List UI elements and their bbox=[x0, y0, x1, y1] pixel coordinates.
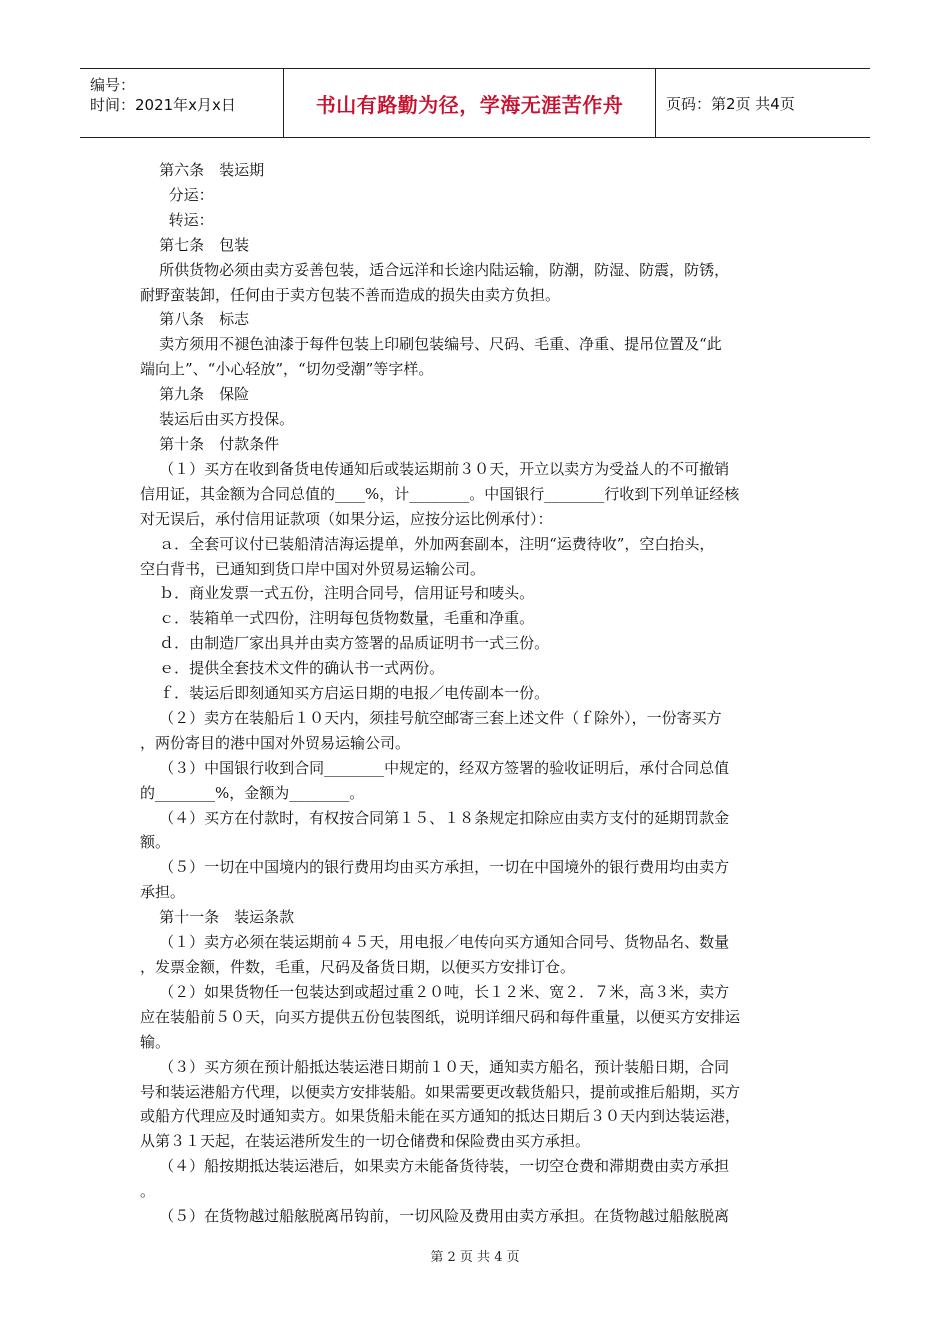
header-meta bbox=[80, 69, 284, 137]
body-line: 第十条 付款条件 bbox=[140, 434, 280, 453]
body-line: 耐野蛮装卸，任何由于卖方包装不善而造成的损失由卖方负担。 bbox=[140, 285, 561, 304]
body-line: ｄ．由制造厂家出具并由卖方签署的品质证明书一式三份。 bbox=[140, 634, 550, 653]
body-line: 。 bbox=[140, 1182, 156, 1201]
header-page-info: 页码：第2页 共4页 bbox=[666, 94, 795, 113]
page-header bbox=[80, 68, 870, 138]
body-line: 对无误后，承付信用证款项（如果分运，应按分运比例承付）： bbox=[140, 509, 553, 528]
body-line: 空白背书，已通知到货口岸中国对外贸易运输公司。 bbox=[140, 559, 486, 578]
body-line: ，两份寄目的港中国对外贸易运输公司。 bbox=[140, 733, 411, 752]
body-line: 第六条 装运期 bbox=[140, 161, 265, 179]
body-line: 所供货物必须由卖方妥善包装，适合远洋和长途内陆运输，防潮，防湿、防震，防锈， bbox=[140, 260, 730, 279]
body-line: 端向上”、“小心轻放”，“切勿受潮”等字样。 bbox=[140, 360, 434, 379]
body-line: （５）在货物越过船舷脱离吊钩前，一切风险及费用由卖方承担。在货物越过船舷脱离 bbox=[140, 1207, 730, 1226]
body-line: 第八条 标志 bbox=[140, 310, 250, 329]
body-line: ａ．全套可议付已装船清洁海运提单，外加两套副本，注明“运费待收”，空白抬头， bbox=[140, 534, 715, 553]
body-line: （５）一切在中国境内的银行费用均由买方承担，一切在中国境外的银行费用均由卖方 bbox=[140, 858, 730, 877]
body-line: ｅ．提供全套技术文件的确认书一式两份。 bbox=[140, 659, 445, 678]
body-line: ｆ．装运后即刻通知买方启运日期的电报／电传副本一份。 bbox=[140, 684, 550, 703]
body-line: 信用证，其金额为合同总值的____%，计________。中国银行________行收到下列单证经核 bbox=[140, 484, 740, 503]
body-line: 额。 bbox=[140, 833, 171, 852]
body-line: 卖方须用不褪色油漆于每件包装上印刷包装编号、尺码、毛重、净重、提吊位置及“此 bbox=[140, 335, 722, 354]
body-line: 第九条 保险 bbox=[140, 385, 250, 404]
body-line: （３）中国银行收到合同________中规定的，经双方签署的验收证明后，承付合同总值 bbox=[140, 758, 730, 777]
body-line: 号和装运港船方代理，以便卖方安排装船。如果需要更改载货船只，提前或推后船期，买方 bbox=[140, 1082, 741, 1101]
body-line: （３）买方须在预计船抵达装运港日期前１０天，通知卖方船名，预计装船日期，合同 bbox=[140, 1057, 730, 1076]
body-line: 装运后由买方投保。 bbox=[140, 410, 295, 429]
body-line: （４）船按期抵达装运港后，如果卖方未能备货待装，一切空仓费和滞期费由卖方承担 bbox=[140, 1157, 730, 1176]
body-line: （１）卖方必须在装运期前４５天，用电报／电传向买方通知合同号、货物品名、数量 bbox=[140, 933, 730, 952]
body-line: 分运： bbox=[140, 185, 214, 204]
body-line: 应在装船前５０天，向买方提供五份包装图纸，说明详细尺码和每件重量，以便买方安排运 bbox=[140, 1007, 741, 1026]
body-line: 第十一条 装运条款 bbox=[140, 908, 295, 927]
header-motto: 书山有路勤为径，学海无涯苦作舟 bbox=[284, 69, 656, 137]
body-line: 转运： bbox=[140, 210, 214, 229]
body-line: （１）买方在收到备货电传通知后或装运期前３０天，开立以卖方为受益人的不可撤销 bbox=[140, 459, 730, 478]
body-line: 的________%，金额为________。 bbox=[140, 783, 365, 802]
page-footer: 第 2 页 共 4 页 bbox=[430, 1250, 520, 1265]
body-line: 承担。 bbox=[140, 883, 186, 902]
body-line: 第七条 包装 bbox=[140, 235, 250, 254]
body-line: ｃ．装箱单一式四份，注明每包货物数量，毛重和净重。 bbox=[140, 609, 535, 628]
body-line: ，发票金额，件数，毛重，尺码及备货日期，以便买方安排订仓。 bbox=[140, 958, 576, 976]
body-line: 从第３１天起，在装运港所发生的一切仓储费和保险费由买方承担。 bbox=[140, 1132, 591, 1151]
body-line: （２）卖方在装船后１０天内，须挂号航空邮寄三套上述文件（ｆ除外），一份寄买方 bbox=[140, 708, 722, 727]
document-code-label: 编号： bbox=[90, 76, 136, 94]
body-line: （２）如果货物任一包装达到或超过重２０吨，长１２米、宽２．７米，高３米，卖方 bbox=[140, 982, 730, 1001]
document-body bbox=[140, 158, 812, 1229]
body-line: 输。 bbox=[140, 1032, 171, 1051]
document-date: 时间：2021年x月x日 bbox=[90, 96, 236, 114]
body-line: 或船方代理应及时通知卖方。如果货船未能在买方通知的抵达日期后３０天内到达装运港， bbox=[140, 1107, 741, 1126]
body-line: （４）买方在付款时，有权按合同第１５、１８条规定扣除应由卖方支付的延期罚款金 bbox=[140, 808, 730, 827]
body-line: ｂ．商业发票一式五份，注明合同号，信用证号和唛头。 bbox=[140, 584, 535, 603]
